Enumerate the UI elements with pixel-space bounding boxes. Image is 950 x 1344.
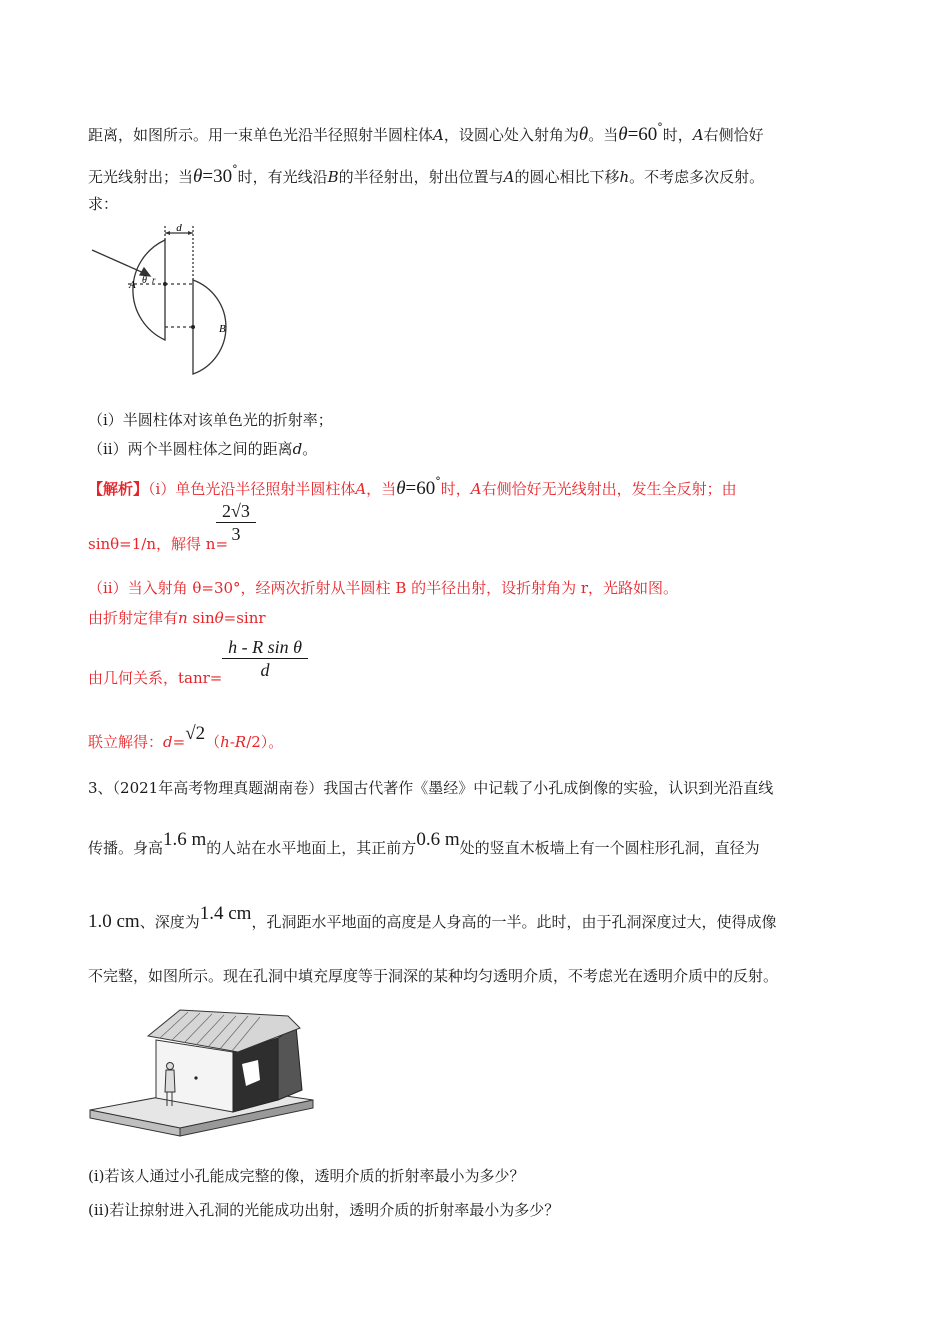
- incident-ray: [92, 250, 146, 274]
- question-i: （ⅰ）半圆柱体对该单色光的折射率；: [88, 411, 333, 429]
- solution-line-3: （ii）当入射角 θ=30°，经两次折射从半圆柱 B 的半径出射，设折射角为 r，光路如图。: [88, 579, 679, 597]
- question-ii: （ⅱ）两个半圆柱体之间的距离d。: [88, 440, 318, 458]
- problem-line-1: 距离，如图所示。用一束单色光沿半径照射半圆柱体A，设圆心处入射角为θ。当θ=60°时，A右侧恰好: [88, 121, 764, 145]
- pinhole-house-figure: [88, 1000, 318, 1140]
- question3-i: (ⅰ)若该人通过小孔能成完整的像，透明介质的折射率最小为多少？: [88, 1167, 525, 1185]
- label-r: r: [152, 275, 156, 285]
- label-a: A: [129, 279, 136, 291]
- label-d: d: [176, 222, 182, 234]
- pinhole: [194, 1076, 197, 1079]
- solution-line-4: 由折射定律有n sinθ=sinr: [88, 609, 266, 627]
- problem3-line-2: 传播。身高1.6 m的人站在水平地面上，其正前方0.6 m处的竖直木板墙上有一个圆柱形孔洞，直径为: [88, 829, 760, 857]
- label-theta: θ: [142, 275, 147, 286]
- half-cylinder-figure: [88, 222, 258, 382]
- problem-line-3: 求：: [88, 195, 119, 213]
- solution-line-2: sinθ=1/n，解得 n=: [88, 535, 229, 553]
- problem3-line-4: 不完整，如图所示。现在孔洞中填充厚度等于洞深的某种均匀透明介质，不考虑光在透明介质中的反射。: [88, 967, 779, 985]
- fraction-tanr: h - R sin θ d: [222, 636, 308, 681]
- fraction-n: 2√3 3: [216, 500, 256, 545]
- solution-line-1: 【解析】（i）单色光沿半径照射半圆柱体A，当θ=60°时，A右侧恰好无光线射出，发生全反射；由: [88, 475, 737, 499]
- problem3-line-1: 3、（2021年高考物理真题湖南卷）我国古代著作《墨经》中记载了小孔成倒像的实验，认识到光沿直线: [88, 779, 774, 797]
- label-b: B: [219, 323, 226, 335]
- problem-line-2: 无光线射出；当θ=30°时，有光线沿B的半径射出，射出位置与A的圆心相比下移h。不考虑多次反射。: [88, 163, 765, 187]
- solution-line-5: 由几何关系，tanr=: [88, 669, 223, 687]
- solution-line-6: 联立解得：d=√2（h-R/2）。: [88, 723, 284, 751]
- question3-ii: (ⅱ)若让掠射进入孔洞的光能成功出射，透明介质的折射率最小为多少？: [88, 1201, 560, 1219]
- half-cylinder-a: [133, 240, 165, 340]
- problem3-line-3: 1.0 cm、深度为1.4 cm，孔洞距水平地面的高度是人身高的一半。此时，由于孔洞深度过大，使得成像: [88, 903, 777, 932]
